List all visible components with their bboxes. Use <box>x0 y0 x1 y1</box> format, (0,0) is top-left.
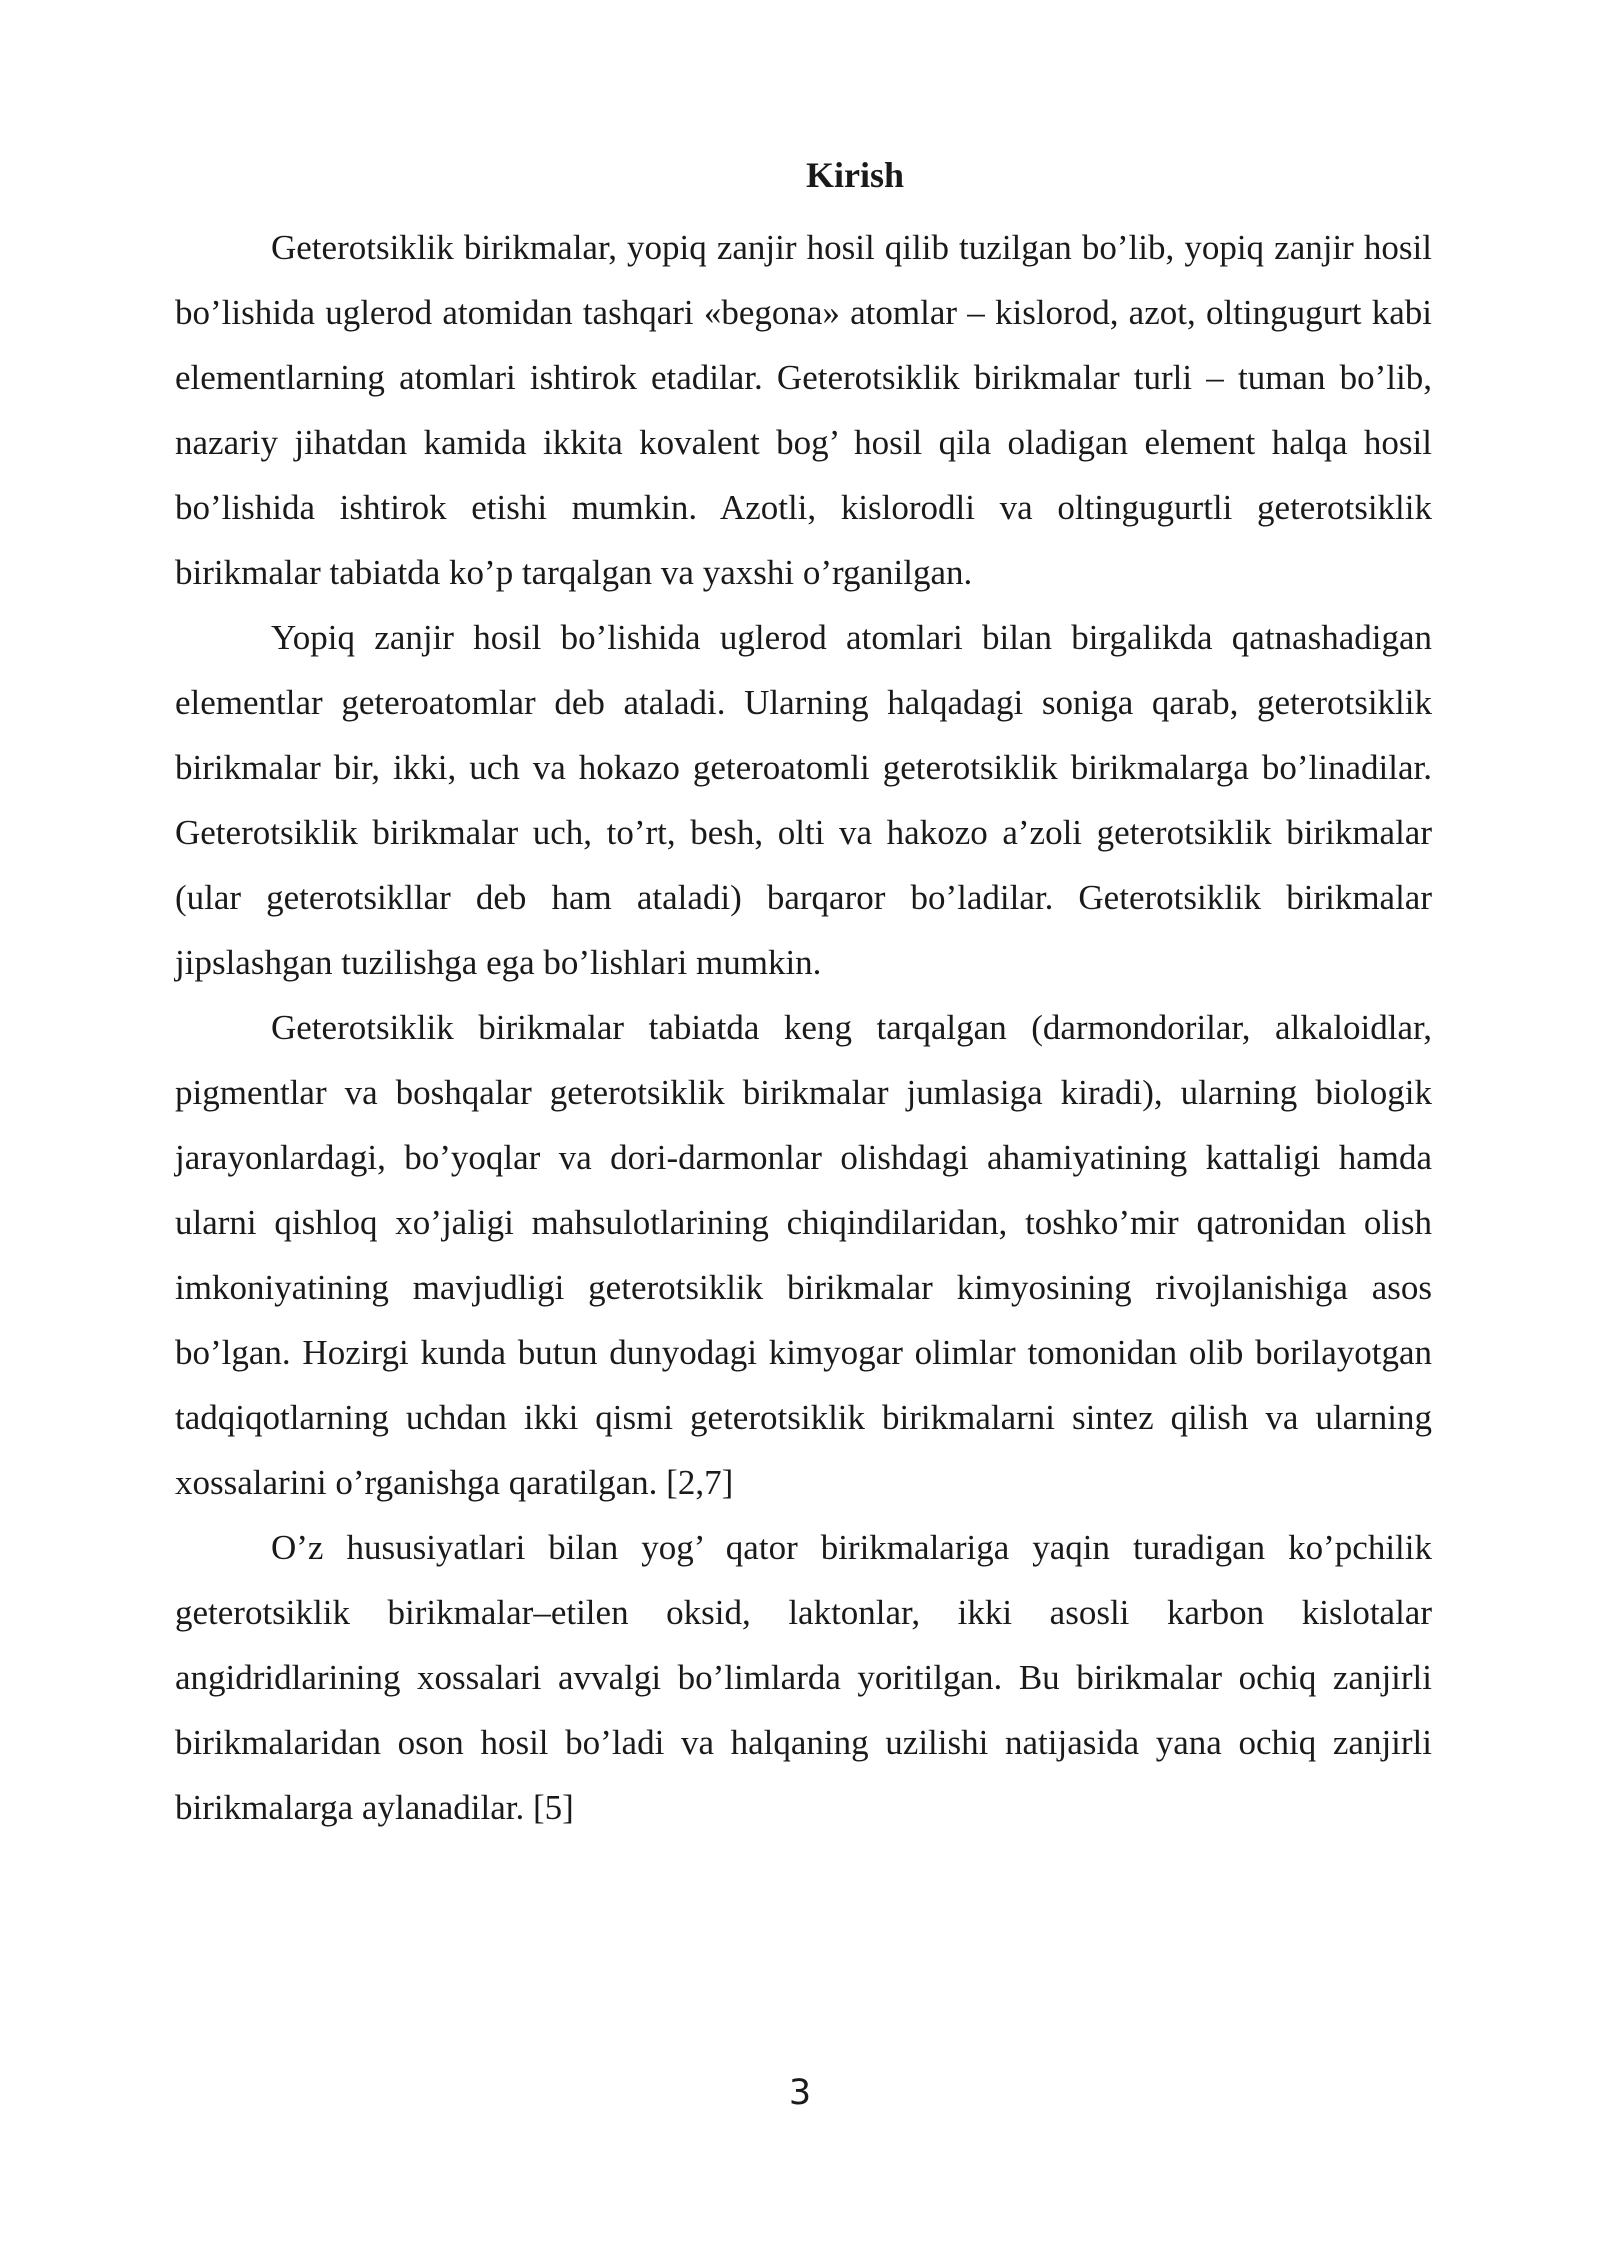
paragraph-4: O’z hususiyatlari bilan yog’ qator birikmalariga yaqin turadigan ko’pchilik geterotsiklik birikmalar–etilen oksid, laktonlar, ikki asosli karbon kislotalar angidridlarining xossalari avvalgi bo’limlarda yoritilgan. Bu birikmalar ochiq zanjirli birikmalaridan oson hosil bo’ladi va halqaning uzilishi natijasida yana ochiq zanjirli birikmalarga aylanadilar. [5] <box>175 1528 1432 1827</box>
paragraph-3: Geterotsiklik birikmalar tabiatda keng tarqalgan (darmondorilar, alkaloidlar, pigmentlar va boshqalar geterotsiklik birikmalar jumlasiga kiradi), ularning biologik jarayonlardagi, bo’yoqlar va dori-darmonlar olishdagi ahamiyatining kattaligi hamda ularni qishloq xo’jaligi mahsulotlarining chiqindilaridan, toshko’mir qatronidan olish imkoniyatining mavjudligi geterotsiklik birikmalar kimyosining rivojlanishiga asos bo’lgan. Hozirgi kunda butun dunyodagi kimyogar olimlar tomonidan olib borilayotgan tadqiqotlarning uchdan ikki qismi geterotsiklik birikmalarni sintez qilish va ularning xossalarini o’rganishga qaratilgan. [2,7] <box>175 1008 1432 1502</box>
paragraph-1: Geterotsiklik birikmalar, yopiq zanjir hosil qilib tuzilgan bo’lib, yopiq zanjir hosil bo’lishida uglerod atomidan tashqari «begona» atomlar – kislorod, azot, oltingugurt kabi elementlarning atomlari ishtirok etadilar. Geterotsiklik birikmalar turli – tuman bo’lib, nazariy jihatdan kamida ikkita kovalent bog’ hosil qila oladigan element halqa hosil bo’lishida ishtirok etishi mumkin. Azotli, kislorodli va oltingugurtli geterotsiklik birikmalar tabiatda ko’p tarqalgan va yaxshi o’rganilgan. <box>175 228 1432 592</box>
paragraph-2: Yopiq zanjir hosil bo’lishida uglerod atomlari bilan birgalikda qatnashadigan elementlar geteroatomlar deb ataladi. Ularning halqadagi soniga qarab, geterotsiklik birikmalar bir, ikki, uch va hokazo geteroatomli geterotsiklik birikmalarga bo’linadilar. Geterotsiklik birikmalar uch, to’rt, besh, olti va hakozo a’zoli geterotsiklik birikmalar (ular geterotsikllar deb ham ataladi) barqaror bo’ladilar. Geterotsiklik birikmalar jipslashgan tuzilishga ega bo’lishlari mumkin. <box>175 618 1432 982</box>
page-number: 3 <box>788 2073 812 2113</box>
page-content <box>175 150 1432 1840</box>
section-heading: Kirish <box>805 155 904 195</box>
